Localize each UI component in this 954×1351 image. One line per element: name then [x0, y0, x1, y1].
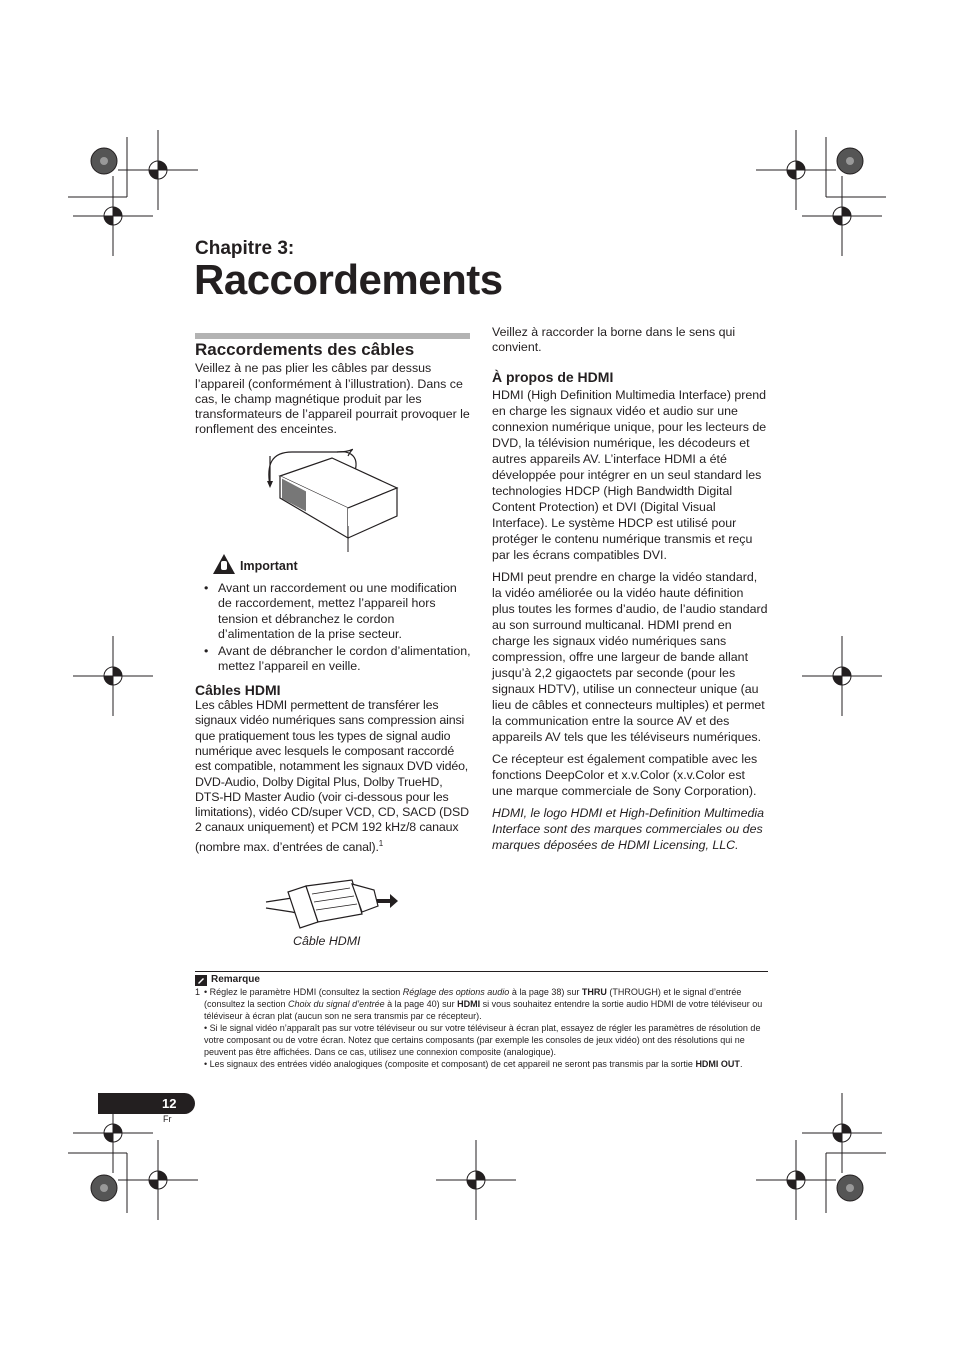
language-code: Fr	[163, 1114, 172, 1124]
warning-icon	[212, 553, 236, 575]
chapter-title: Raccordements	[194, 256, 503, 303]
receiver-illustration	[262, 446, 410, 554]
intro-paragraph: Veillez à ne pas plier les câbles par dessus l’appareil (conformément à l’illustration). Dans ce cas, le champ magnétique produit par les transformateurs de l’appareil pourrait provoquer le ronflement des enceintes.	[195, 361, 470, 437]
important-list-block	[195, 581, 471, 861]
note-item: • Réglez le paramètre HDMI (consultez la section Réglage des options audio à la page 38) sur THRU (THROUGH) et le signal d’entrée (consultez la section Choix du signal d’entrée à la page 40) sur HDMI si vous souhaitez entendre la sortie audio HDMI de votre téléviseur ou téléviseur à écran plat (aucun son ne sera transmis par ce récepteur).	[204, 987, 763, 1021]
note-title: Remarque	[211, 974, 260, 985]
section-title: Raccordements des câbles	[195, 340, 415, 359]
important-list	[195, 581, 471, 675]
page-tab-bar	[98, 1093, 195, 1114]
note-item: • Les signaux des entrées vidéo analogiques (composite et composant) de cet appareil ne seront pas transmis par la sortie HDMI OUT.	[204, 1059, 743, 1069]
left-column	[195, 342, 471, 444]
note-icon	[195, 975, 207, 986]
note-item: • Si le signal vidéo n’apparaît pas sur votre téléviseur ou sur votre téléviseur à écran plat, essayez de régler les paramètres de résolution de votre composant ou de votre écran. Notez que certains composants (par exemple les consoles de jeux vidéo) ont des résolutions qui ne peuvent pas être affichées. Dans ce cas, utilisez une connexion composite (analogique).	[204, 1023, 761, 1057]
about-paragraph-2: HDMI peut prendre en charge la vidéo standard, la vidéo améliorée ou la vidéo haute définition plus toutes les formes d’audio, de l’audio standard au son surround multicanal. HDMI prend en charge les signaux vidéo numériques sans compression, offre une largeur de bande allant jusqu’à 2,2 gigaoctets par seconde (pour les signaux HDTV), utilise un connecteur unique (au lieu de câbles et connecteurs multiples) et permet la communication entre la source AV et des appareils AV tels que les téléviseurs numériques.	[492, 569, 768, 744]
note-number: 1	[195, 987, 201, 997]
about-paragraph-3: Ce récepteur est également compatible avec les fonctions DeepColor et x.v.Color (x.v.Color est une marque commerciale de Sony Corporation).	[492, 751, 758, 798]
list-item: • Avant un raccordement ou une modification de raccordement, mettez l’appareil hors tension et débranchez le cordon d’alimentation de la prise secteur.	[195, 581, 471, 642]
chapter-label: Chapitre 3:	[195, 238, 295, 259]
page-number: 12	[162, 1096, 177, 1111]
about-paragraph-1: HDMI (High Definition Multimedia Interface) prend en charge les signaux vidéo et audio sur une connexion numérique unique, pour les lecteurs de DVD, la télévision numérique, les décodeurs et autres appareils AV. L’interface HDMI a été développée pour intégrer en un seul standard les technologies HDCP (High Bandwidth Digital Content Protection) et DVI (Digital Visual Interface). Le système HDCP est utilisé pour protéger le contenu numérique transmis et reçu par les écrans compatibles DVI.	[492, 387, 767, 562]
footnote-ref: 1	[378, 838, 384, 848]
trademark-paragraph: HDMI, le logo HDMI et High-Definition Multimedia Interface sont des marques commerciales ou des marques déposées de HDMI Licensing, LLC.	[492, 805, 764, 852]
section-rule	[195, 333, 470, 339]
note-block	[195, 971, 768, 1070]
hdmi-cable-illustration	[262, 872, 402, 932]
hdmi-cables-title: Câbles HDMI	[195, 681, 281, 698]
list-item: • Avant de débrancher le cordon d’alimentation, mettez l’appareil en veille.	[195, 644, 471, 675]
hdmi-cables-paragraph: Les câbles HDMI permettent de transférer les signaux vidéo numériques sans compression ainsi que pratiquement tous les types de signal audio numérique avec lesquels le composant raccordé est compatible, notamment les signaux DVD vidéo, DVD-Audio, Dolby Digital Plus, Dolby TrueHD, DTS-HD Master Audio (voir ci-dessous pour les limitations), vidéo CD/super VCD, CD, SACD (DSD 2 canaux uniquement) et PCM 192 kHz/8 canaux (nombre max. d’entrées de canal).$^1$	[195, 698, 469, 854]
about-hdmi-title: À propos de HDMI	[492, 368, 614, 385]
right-intro: Veillez à raccorder la borne dans le sens qui convient.	[492, 325, 736, 355]
right-column	[492, 325, 768, 859]
cable-caption: Câble HDMI	[293, 934, 361, 948]
important-title: Important	[240, 559, 298, 573]
